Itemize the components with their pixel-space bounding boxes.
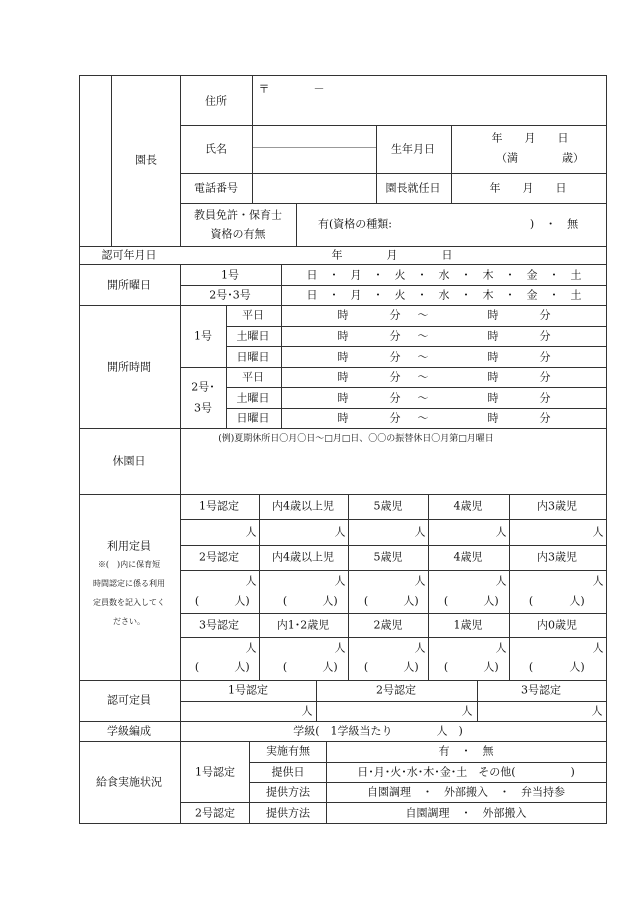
rule bbox=[451, 125, 452, 203]
tilde-mark: ～ bbox=[417, 411, 429, 425]
rule bbox=[180, 125, 607, 126]
rule bbox=[79, 494, 607, 495]
appointment-value: 年 月 日 bbox=[489, 181, 567, 195]
capacity-header: 内4歳以上児 bbox=[272, 499, 334, 513]
capacity-header: 内4歳以上児 bbox=[272, 550, 334, 564]
paren-open: ( bbox=[194, 594, 200, 608]
hour-mark: 時 bbox=[337, 308, 349, 322]
paren-close: 人) bbox=[234, 594, 250, 608]
rule bbox=[252, 75, 253, 203]
hour-mark: 時 bbox=[487, 411, 499, 425]
tilde-mark: ～ bbox=[417, 350, 429, 364]
rule bbox=[180, 545, 607, 546]
capacity-header: 内1･2歳児 bbox=[276, 618, 330, 632]
paren-close: 人) bbox=[569, 660, 585, 674]
postal-dash: － bbox=[313, 82, 325, 96]
rule bbox=[180, 701, 607, 702]
hours-day-label: 日曜日 bbox=[236, 350, 270, 364]
unit-mark: 人 bbox=[592, 641, 604, 655]
approved-capacity-header: 3号認定 bbox=[521, 683, 561, 697]
license-label-2: 資格の有無 bbox=[210, 227, 266, 241]
hour-mark: 時 bbox=[337, 370, 349, 384]
meals-sub-label: 提供方法 bbox=[266, 806, 310, 820]
rule bbox=[326, 741, 327, 823]
rule bbox=[226, 408, 607, 409]
paren-close: 人) bbox=[403, 660, 419, 674]
meals-sub-label: 実施有無 bbox=[266, 744, 310, 758]
meals-sub-label: 提供方法 bbox=[266, 785, 310, 799]
rule bbox=[180, 264, 181, 305]
paren-close: 人) bbox=[569, 594, 585, 608]
meals-label: 給食実施状況 bbox=[96, 775, 162, 789]
minute-mark: 分 bbox=[389, 329, 401, 343]
meals-availability: 有 ・ 無 bbox=[438, 744, 494, 758]
meals-sub-label: 提供日 bbox=[271, 765, 305, 779]
minute-mark: 分 bbox=[539, 391, 551, 405]
hour-mark: 時 bbox=[337, 391, 349, 405]
holidays-label: 休園日 bbox=[112, 454, 146, 468]
rule bbox=[79, 823, 607, 824]
minute-mark: 分 bbox=[539, 350, 551, 364]
rule bbox=[180, 802, 607, 803]
rule bbox=[180, 285, 607, 286]
rule bbox=[477, 680, 478, 721]
capacity-note: ※( )内に保育短 bbox=[97, 560, 161, 569]
hour-mark: 時 bbox=[487, 329, 499, 343]
paren-open: ( bbox=[282, 594, 288, 608]
rule bbox=[348, 494, 349, 680]
hour-mark: 時 bbox=[337, 329, 349, 343]
unit-mark: 人 bbox=[592, 525, 604, 539]
capacity-note: 定員数を記入してく bbox=[93, 598, 165, 607]
meals-method: 自園調理 ・ 外部搬入 bbox=[405, 806, 527, 820]
rule bbox=[180, 613, 607, 614]
principal-label: 園長 bbox=[135, 153, 157, 167]
rule bbox=[79, 75, 607, 76]
rule bbox=[180, 519, 607, 520]
paren-close: 人) bbox=[322, 594, 338, 608]
hours-group-2: 2号･ bbox=[191, 380, 215, 394]
rule bbox=[226, 326, 607, 327]
hour-mark: 時 bbox=[487, 350, 499, 364]
unit-mark: 人 bbox=[495, 641, 507, 655]
paren-close: 人) bbox=[234, 660, 250, 674]
class-org-value: 学級( 1学級当たり 人 ) bbox=[293, 724, 463, 738]
minute-mark: 分 bbox=[389, 411, 401, 425]
meals-days: 日･月･火･水･木･金･土 その他( ) bbox=[357, 765, 575, 779]
minute-mark: 分 bbox=[539, 329, 551, 343]
open-days-type: 1号 bbox=[221, 268, 239, 282]
minute-mark: 分 bbox=[389, 391, 401, 405]
capacity-label: 利用定員 bbox=[107, 539, 151, 553]
unit-mark: 人 bbox=[301, 704, 313, 718]
rule bbox=[180, 741, 181, 823]
approval-date-label: 認可年月日 bbox=[101, 248, 157, 262]
hours-day-label: 平日 bbox=[242, 308, 264, 322]
meals-method: 自園調理 ・ 外部搬入 ・ 弁当持参 bbox=[367, 785, 565, 799]
unit-mark: 人 bbox=[495, 525, 507, 539]
hours-group-1: 1号 bbox=[194, 329, 212, 343]
rule bbox=[79, 741, 607, 742]
hours-day-label: 日曜日 bbox=[236, 411, 270, 425]
tilde-mark: ～ bbox=[417, 370, 429, 384]
age-value: （満 歳） bbox=[496, 151, 584, 165]
rule bbox=[79, 264, 607, 265]
capacity-header: 2号認定 bbox=[199, 550, 239, 564]
rule bbox=[259, 494, 260, 680]
phone-label: 電話番号 bbox=[194, 181, 238, 195]
hours-group-2: 3号 bbox=[194, 401, 212, 415]
capacity-note: ださい。 bbox=[113, 617, 145, 626]
rule bbox=[180, 721, 181, 741]
rule bbox=[79, 680, 607, 681]
rule bbox=[79, 428, 607, 429]
class-org-label: 学級編成 bbox=[107, 724, 151, 738]
unit-mark: 人 bbox=[414, 574, 426, 588]
rule bbox=[180, 494, 181, 680]
hours-day-label: 平日 bbox=[242, 370, 264, 384]
paren-close: 人) bbox=[403, 594, 419, 608]
rule bbox=[180, 203, 607, 204]
capacity-header: 4歳児 bbox=[453, 550, 483, 564]
open-days-type: 2号･3号 bbox=[209, 288, 251, 302]
capacity-header: 1歳児 bbox=[453, 618, 483, 632]
rule bbox=[180, 680, 181, 721]
rule bbox=[296, 203, 297, 246]
capacity-header: 5歳児 bbox=[373, 499, 403, 513]
minute-mark: 分 bbox=[539, 411, 551, 425]
minute-mark: 分 bbox=[389, 308, 401, 322]
unit-mark: 人 bbox=[591, 704, 603, 718]
paren-open: ( bbox=[528, 594, 534, 608]
rule bbox=[252, 147, 376, 148]
unit-mark: 人 bbox=[414, 641, 426, 655]
rule bbox=[281, 305, 282, 428]
capacity-header: 3号認定 bbox=[199, 618, 239, 632]
unit-mark: 人 bbox=[414, 525, 426, 539]
tilde-mark: ～ bbox=[417, 391, 429, 405]
unit-mark: 人 bbox=[334, 641, 346, 655]
hours-day-label: 土曜日 bbox=[236, 329, 270, 343]
license-value: 有(資格の種類: bbox=[318, 217, 392, 231]
hour-mark: 時 bbox=[487, 308, 499, 322]
name-label: 氏名 bbox=[205, 142, 227, 156]
paren-close: 人) bbox=[322, 660, 338, 674]
birthdate-value: 年 月 日 bbox=[491, 131, 569, 145]
capacity-header: 1号認定 bbox=[199, 499, 239, 513]
capacity-header: 内3歳児 bbox=[537, 550, 577, 564]
rule bbox=[111, 75, 112, 246]
open-days-value: 日 ・ 月 ・ 火 ・ 水 ・ 木 ・ 金 ・ 土 bbox=[306, 268, 582, 282]
rule bbox=[180, 367, 607, 368]
capacity-header: 4歳児 bbox=[453, 499, 483, 513]
rule bbox=[180, 637, 607, 638]
appointment-label: 園長就任日 bbox=[385, 181, 441, 195]
rule bbox=[180, 570, 607, 571]
rule bbox=[226, 305, 227, 428]
capacity-note: 時間認定に係る利用 bbox=[93, 579, 165, 588]
minute-mark: 分 bbox=[389, 350, 401, 364]
rule bbox=[281, 264, 282, 305]
rule bbox=[79, 246, 607, 247]
paren-close: 人) bbox=[483, 594, 499, 608]
rule bbox=[180, 428, 181, 494]
rule bbox=[180, 75, 181, 246]
unit-mark: 人 bbox=[495, 574, 507, 588]
meals-type: 1号認定 bbox=[195, 765, 235, 779]
license-label-1: 教員免許・保育士 bbox=[194, 208, 282, 222]
hour-mark: 時 bbox=[337, 350, 349, 364]
rule bbox=[249, 762, 607, 763]
rule bbox=[79, 721, 607, 722]
minute-mark: 分 bbox=[539, 370, 551, 384]
rule bbox=[428, 494, 429, 680]
paren-open: ( bbox=[363, 660, 369, 674]
rule bbox=[79, 305, 607, 306]
rule bbox=[249, 782, 607, 783]
license-none: ) ・ 無 bbox=[529, 217, 579, 231]
unit-mark: 人 bbox=[461, 704, 473, 718]
meals-type: 2号認定 bbox=[195, 806, 235, 820]
rule bbox=[180, 173, 607, 174]
rule bbox=[249, 741, 250, 823]
unit-mark: 人 bbox=[245, 525, 257, 539]
approved-capacity-header: 1号認定 bbox=[228, 683, 268, 697]
paren-open: ( bbox=[194, 660, 200, 674]
minute-mark: 分 bbox=[389, 370, 401, 384]
hours-day-label: 土曜日 bbox=[236, 391, 270, 405]
rule bbox=[316, 680, 317, 721]
capacity-header: 内0歳児 bbox=[537, 618, 577, 632]
paren-open: ( bbox=[443, 660, 449, 674]
unit-mark: 人 bbox=[245, 641, 257, 655]
hour-mark: 時 bbox=[487, 391, 499, 405]
unit-mark: 人 bbox=[334, 574, 346, 588]
birthdate-label: 生年月日 bbox=[391, 142, 435, 156]
paren-open: ( bbox=[363, 594, 369, 608]
approved-capacity-header: 2号認定 bbox=[376, 683, 416, 697]
rule bbox=[606, 75, 607, 823]
rule bbox=[226, 346, 607, 347]
approved-capacity-label: 認可定員 bbox=[107, 693, 151, 707]
paren-open: ( bbox=[528, 660, 534, 674]
capacity-header: 内3歳児 bbox=[537, 499, 577, 513]
rule bbox=[79, 75, 80, 823]
postal-mark: 〒 bbox=[258, 82, 270, 96]
tilde-mark: ～ bbox=[417, 308, 429, 322]
address-label: 住所 bbox=[205, 94, 227, 108]
hour-mark: 時 bbox=[487, 370, 499, 384]
rule bbox=[376, 125, 377, 203]
paren-open: ( bbox=[443, 594, 449, 608]
rule bbox=[180, 305, 181, 428]
unit-mark: 人 bbox=[245, 574, 257, 588]
hour-mark: 時 bbox=[337, 411, 349, 425]
holidays-example: (例)夏期休所日〇月〇日～□月□日、〇〇の振替休日〇月第□月曜日 bbox=[218, 434, 494, 444]
tilde-mark: ～ bbox=[417, 329, 429, 343]
open-days-label: 開所曜日 bbox=[107, 278, 151, 292]
unit-mark: 人 bbox=[334, 525, 346, 539]
minute-mark: 分 bbox=[539, 308, 551, 322]
approval-date-value: 年 月 日 bbox=[331, 248, 453, 262]
paren-open: ( bbox=[282, 660, 288, 674]
rule bbox=[509, 494, 510, 680]
capacity-header: 2歳児 bbox=[373, 618, 403, 632]
rule bbox=[226, 387, 607, 388]
paren-close: 人) bbox=[483, 660, 499, 674]
unit-mark: 人 bbox=[592, 574, 604, 588]
open-hours-label: 開所時間 bbox=[107, 360, 151, 374]
open-days-value: 日 ・ 月 ・ 火 ・ 水 ・ 木 ・ 金 ・ 土 bbox=[306, 288, 582, 302]
capacity-header: 5歳児 bbox=[373, 550, 403, 564]
